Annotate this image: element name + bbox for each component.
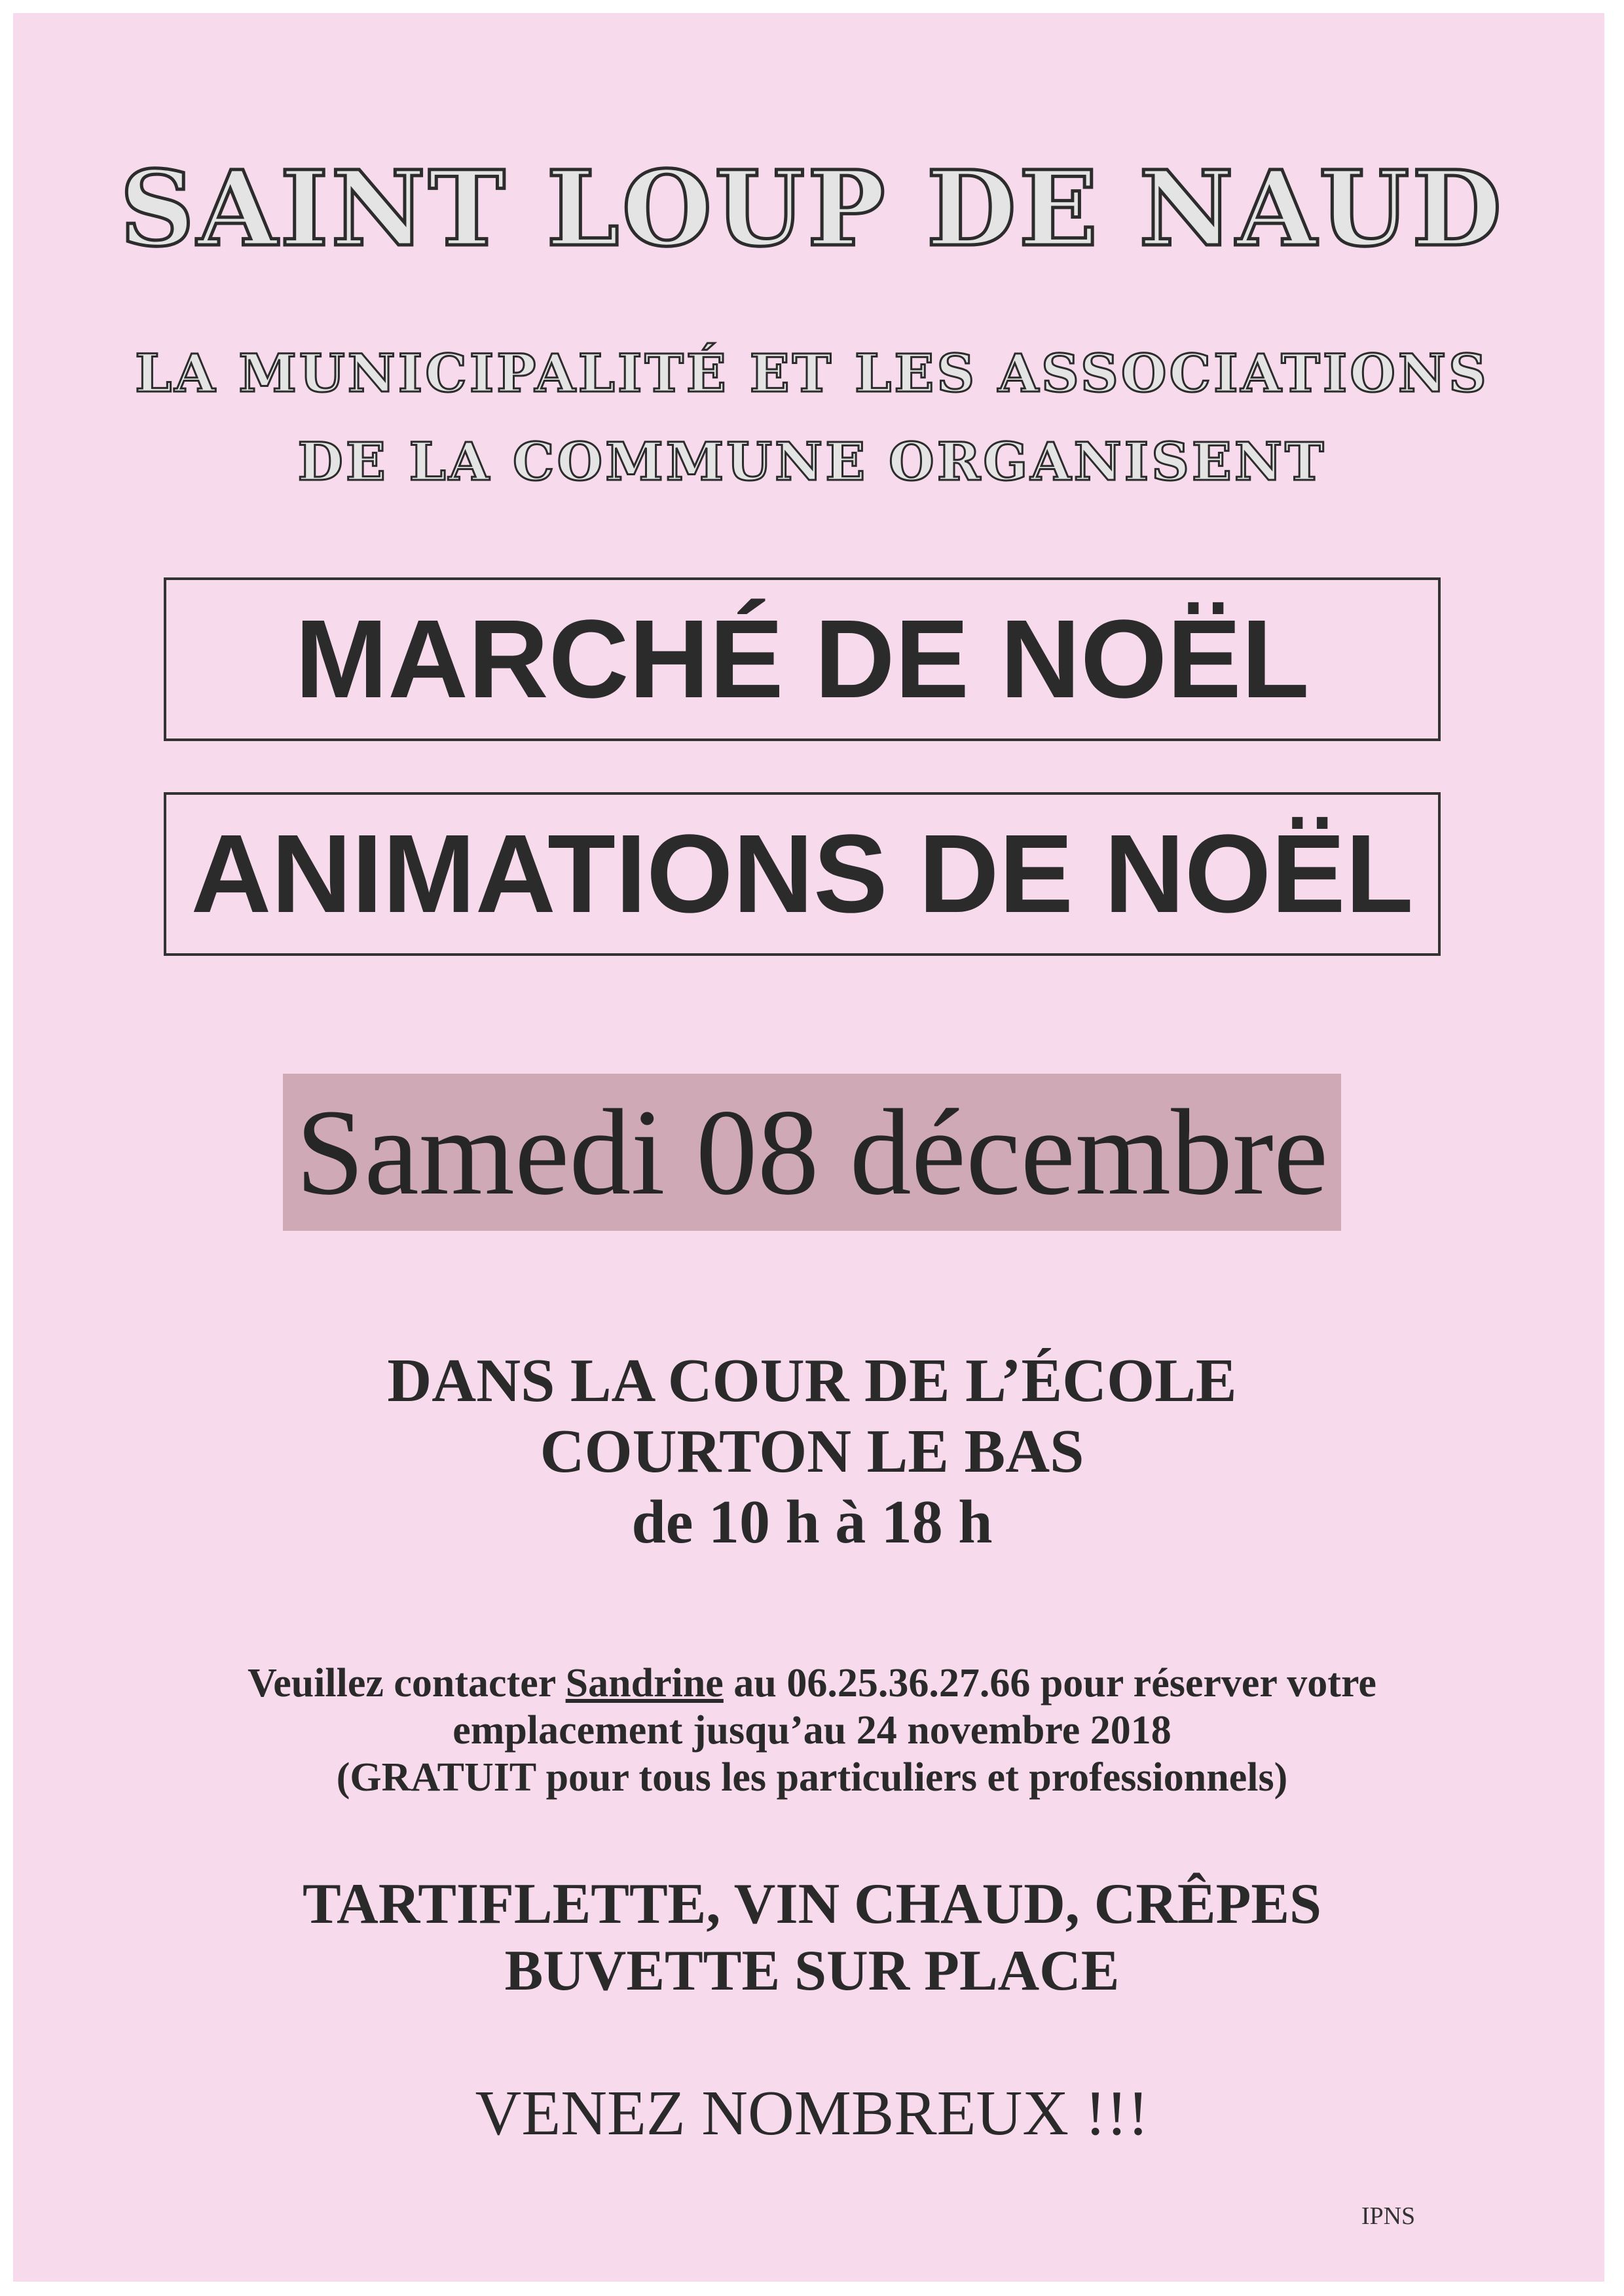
contact-line-1 <box>0 1660 1624 1707</box>
location-line-1: DANS LA COUR DE L’ÉCOLE <box>387 1347 1237 1415</box>
contact-line-2: emplacement jusqu’au 24 novembre 2018 <box>452 1708 1172 1753</box>
event-date: Samedi 08 décembre <box>283 1074 1342 1231</box>
event-market-label: MARCHÉ DE NOËL <box>295 597 1310 721</box>
event-hours: de 10 h à 18 h <box>631 1488 993 1556</box>
contact-prefix: Veuillez contacter <box>248 1661 566 1705</box>
village-title: SAINT LOUP DE NAUD <box>119 149 1505 270</box>
date-banner <box>0 1074 1624 1231</box>
organizers-line-1: LA MUNICIPALITÉ ET LES ASSOCIATIONS <box>135 342 1489 404</box>
location-line-2: COURTON LE BAS <box>540 1417 1084 1485</box>
food-line-1: TARTIFLETTE, VIN CHAUD, CRÊPES <box>303 1872 1321 1936</box>
closing-call: VENEZ NOMBREUX !!! <box>475 2078 1149 2149</box>
footer-ipns: IPNS <box>1361 2202 1416 2230</box>
event-animations-label: ANIMATIONS DE NOËL <box>191 812 1414 936</box>
organizers-line-2: DE LA COMMUNE ORGANISENT <box>297 431 1327 492</box>
event-box-animations <box>164 792 1441 956</box>
contact-name: Sandrine <box>565 1661 724 1705</box>
contact-suffix: au 06.25.36.27.66 pour réserver votre <box>723 1661 1376 1705</box>
contact-line-3: (GRATUIT pour tous les particuliers et professionnels) <box>336 1755 1288 1800</box>
food-line-2: BUVETTE SUR PLACE <box>504 1939 1120 2003</box>
event-box-market <box>164 577 1441 741</box>
